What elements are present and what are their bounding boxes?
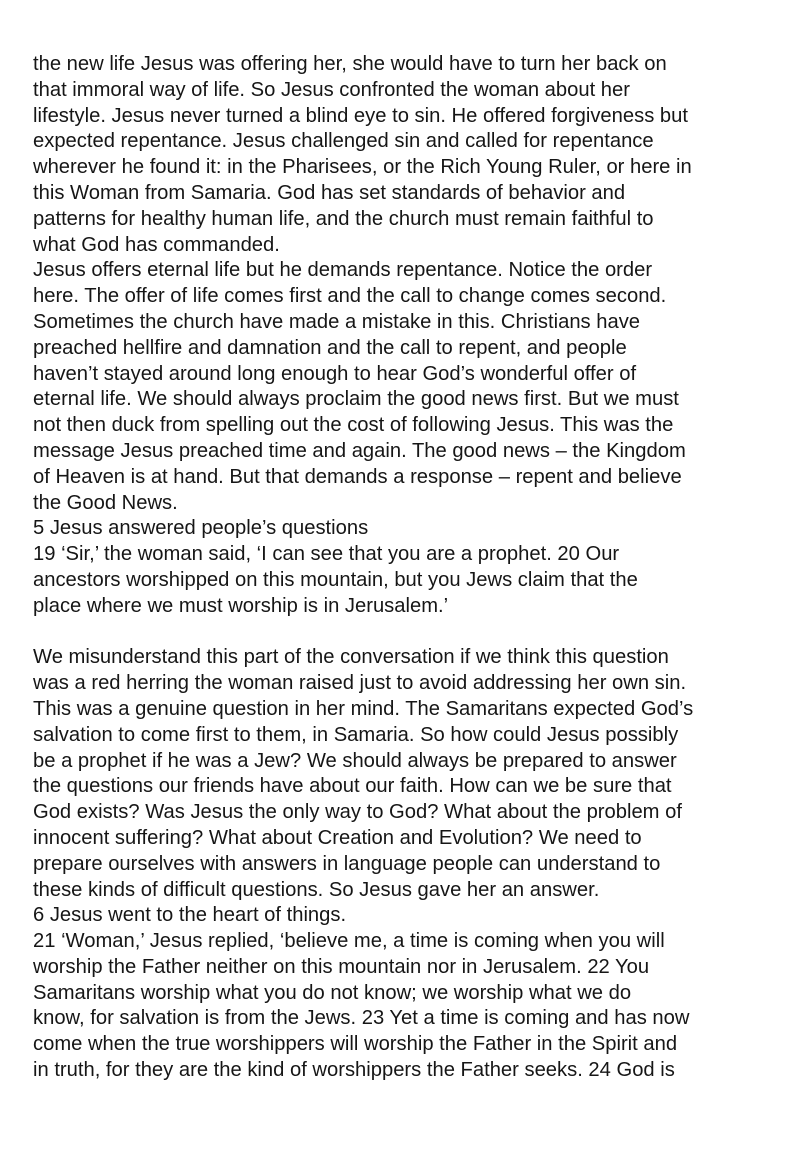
scripture-quote-line: 19 ‘Sir,’ the woman said, ‘I can see that you are a prophet. 20 Our bbox=[33, 543, 620, 566]
text-line: the new life Jesus was offering her, she would have to turn her back on bbox=[33, 53, 667, 75]
text-line: this Woman from Samaria. God has set standards of behavior and bbox=[33, 181, 626, 204]
text-line: not then duck from spelling out the cost of following Jesus. This was the bbox=[33, 414, 674, 437]
scripture-quote-line: in truth, for they are the kind of worshippers the Father seeks. 24 God is bbox=[33, 1059, 675, 1082]
text-line: expected repentance. Jesus challenged sin and called for repentance bbox=[33, 130, 654, 153]
section-heading: 5 Jesus answered people’s questions bbox=[33, 517, 369, 540]
text-line: eternal life. We should always proclaim the good news first. But we must bbox=[33, 388, 679, 411]
text-line: preached hellfire and damnation and the call to repent, and people bbox=[33, 336, 627, 359]
text-line: lifestyle. Jesus never turned a blind eye to sin. He offered forgiveness but bbox=[33, 104, 688, 127]
text-line: was a red herring the woman raised just to avoid addressing her own sin. bbox=[33, 672, 687, 695]
scripture-quote-line: know, for salvation is from the Jews. 23 Yet a time is coming and has now bbox=[33, 1007, 690, 1030]
text-line: wherever he found it: in the Pharisees, or the Rich Young Ruler, or here in bbox=[33, 156, 692, 179]
scripture-quote-line: place where we must worship is in Jerusalem.’ bbox=[33, 594, 449, 617]
text-line: be a prophet if he was a Jew? We should always be prepared to answer bbox=[33, 749, 677, 772]
text-line: This was a genuine question in her mind. The Samaritans expected God’s bbox=[33, 697, 694, 720]
text-line: that immoral way of life. So Jesus confronted the woman about her bbox=[33, 78, 630, 101]
text-line: haven’t stayed around long enough to hear God’s wonderful offer of bbox=[33, 362, 637, 385]
text-line: what God has commanded. bbox=[33, 233, 280, 256]
text-line: of Heaven is at hand. But that demands a response – repent and believe bbox=[33, 465, 682, 488]
document-page bbox=[33, 52, 773, 1084]
scripture-quote-line: Samaritans worship what you do not know; we worship what we do bbox=[33, 981, 632, 1004]
text-line: salvation to come first to them, in Samaria. So how could Jesus possibly bbox=[33, 723, 679, 746]
text-line: God exists? Was Jesus the only way to God? What about the problem of bbox=[33, 801, 682, 824]
scripture-quote-line: 21 ‘Woman,’ Jesus replied, ‘believe me, a time is coming when you will bbox=[33, 930, 665, 953]
scripture-quote-line: come when the true worshippers will worship the Father in the Spirit and bbox=[33, 1033, 678, 1056]
text-line: these kinds of difficult questions. So Jesus gave her an answer. bbox=[33, 878, 600, 901]
text-line: patterns for healthy human life, and the church must remain faithful to bbox=[33, 207, 654, 230]
text-line: the Good News. bbox=[33, 491, 178, 514]
section-heading: 6 Jesus went to the heart of things. bbox=[33, 904, 347, 927]
blank-line bbox=[33, 620, 773, 646]
text-line: message Jesus preached time and again. The good news – the Kingdom bbox=[33, 439, 686, 462]
text-line: the questions our friends have about our faith. How can we be sure that bbox=[33, 775, 672, 798]
scripture-quote-line: ancestors worshipped on this mountain, but you Jews claim that the bbox=[33, 568, 638, 591]
text-line: prepare ourselves with answers in language people can understand to bbox=[33, 852, 661, 875]
text-line: Sometimes the church have made a mistake in this. Christians have bbox=[33, 310, 641, 333]
text-line: here. The offer of life comes first and the call to change comes second. bbox=[33, 285, 667, 308]
text-line: We misunderstand this part of the conversation if we think this question bbox=[33, 646, 669, 669]
scripture-quote-line: worship the Father neither on this mountain nor in Jerusalem. 22 You bbox=[33, 955, 650, 978]
text-line: innocent suffering? What about Creation and Evolution? We need to bbox=[33, 826, 642, 849]
text-line: Jesus offers eternal life but he demands repentance. Notice the order bbox=[33, 259, 653, 282]
